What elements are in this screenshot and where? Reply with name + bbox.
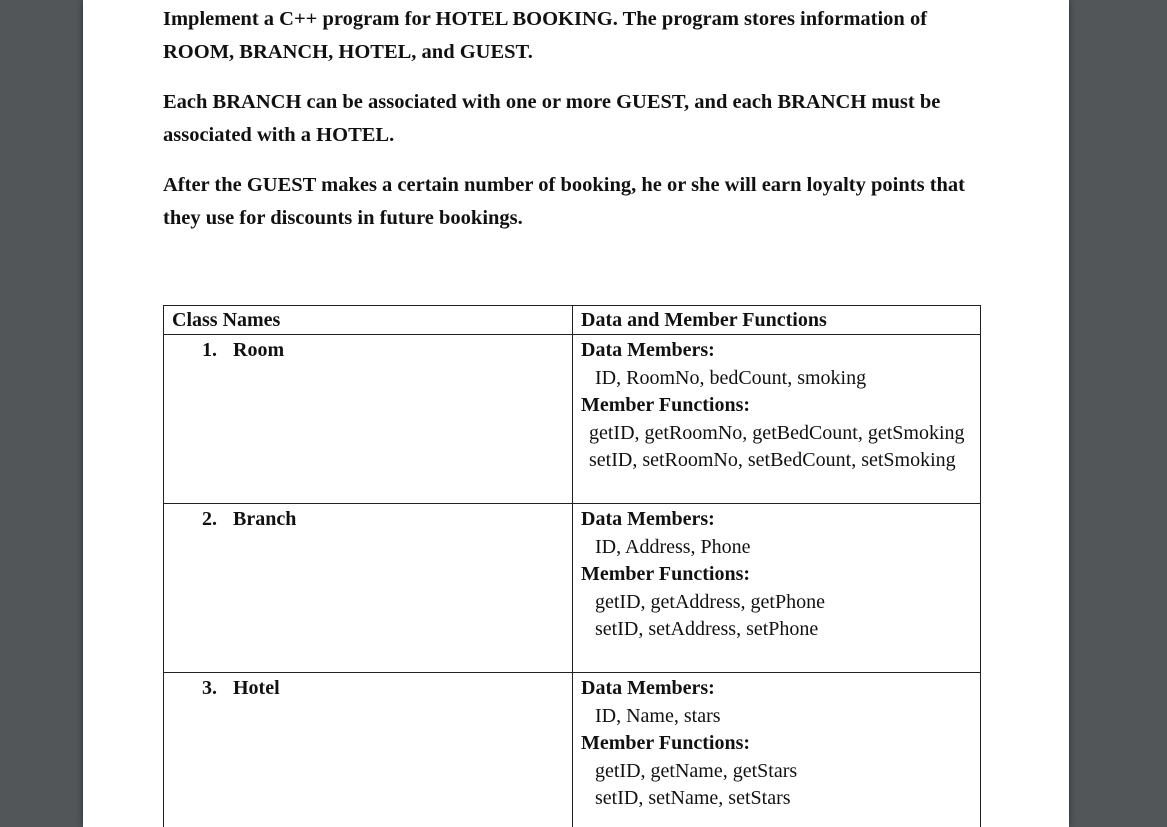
table-row xyxy=(164,673,981,827)
class-number: 1. xyxy=(202,339,217,361)
document-page xyxy=(83,0,1069,827)
header-class-names: Class Names xyxy=(164,306,573,335)
intro-paragraph: Implement a C++ program for HOTEL BOOKING. The program stores information of ROOM, BRANCH, HOTEL, and GUEST. xyxy=(163,8,928,63)
table-row xyxy=(164,504,981,673)
setter-functions: setID, setAddress, setPhone xyxy=(595,618,819,640)
data-members-list: ID, Name, stars xyxy=(595,704,721,727)
table-header-row xyxy=(164,306,981,335)
table-row xyxy=(164,335,981,504)
class-name: Room xyxy=(233,339,285,361)
class-name-cell xyxy=(164,504,573,673)
class-name: Hotel xyxy=(233,677,280,699)
class-number: 2. xyxy=(202,508,217,530)
data-members-list: ID, Address, Phone xyxy=(595,535,751,558)
guest-paragraph: After the GUEST makes a certain number of booking, he or she will earn loyalty points that they use for discounts in future bookings. xyxy=(163,174,965,229)
setter-functions: setID, setName, setStars xyxy=(595,787,791,809)
class-number: 3. xyxy=(202,677,217,699)
class-table xyxy=(163,305,981,827)
setter-functions: setID, setRoomNo, setBedCount, setSmoking xyxy=(589,449,956,471)
class-detail-cell xyxy=(573,504,981,673)
getter-functions: getID, getAddress, getPhone xyxy=(595,590,825,613)
data-members-label: Data Members: xyxy=(581,339,715,361)
data-members-list: ID, RoomNo, bedCount, smoking xyxy=(595,366,867,389)
class-detail-cell xyxy=(573,335,981,504)
getter-functions: getID, getRoomNo, getBedCount, getSmoking xyxy=(589,421,965,444)
data-members-label: Data Members: xyxy=(581,508,715,530)
header-data-functions: Data and Member Functions xyxy=(573,306,981,335)
class-name: Branch xyxy=(233,508,297,530)
branch-paragraph: Each BRANCH can be associated with one or more GUEST, and each BRANCH must be associated with a HOTEL. xyxy=(163,91,941,146)
member-functions-label: Member Functions: xyxy=(581,563,751,585)
member-functions-label: Member Functions: xyxy=(581,394,751,416)
class-detail-cell xyxy=(573,673,981,827)
class-name-cell xyxy=(164,673,573,827)
member-functions-label: Member Functions: xyxy=(581,732,751,754)
data-members-label: Data Members: xyxy=(581,677,715,699)
class-name-cell xyxy=(164,335,573,504)
getter-functions: getID, getName, getStars xyxy=(595,759,798,782)
